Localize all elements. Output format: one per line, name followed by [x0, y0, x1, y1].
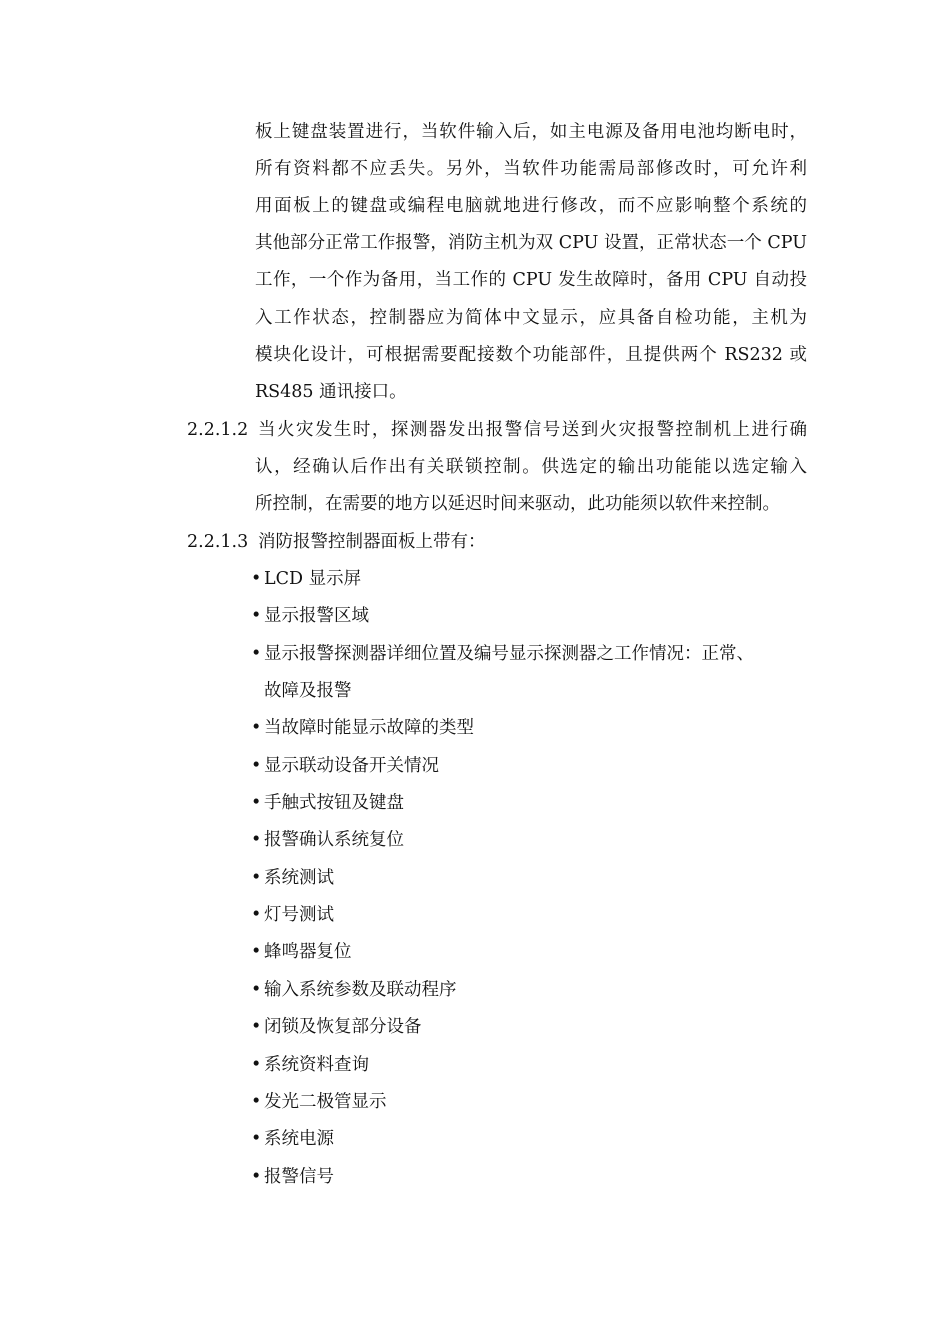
clause-number: 2.2.1.3 — [187, 532, 249, 552]
list-item-text: 系统资料查询 — [264, 1055, 369, 1075]
list-item-text: 显示联动设备开关情况 — [264, 756, 439, 776]
list-item-text: 报警确认系统复位 — [264, 830, 404, 850]
paragraph-line: 工作，一个作为备用，当工作的 CPU 发生故障时，备用 CPU 自动投 — [255, 270, 807, 290]
paragraph-line: 模块化设计，可根据需要配接数个功能部件，且提供两个 RS232 或 — [255, 345, 807, 365]
list-item-text: 报警信号 — [264, 1167, 334, 1187]
paragraph-line: 其他部分正常工作报警，消防主机为双 CPU 设置，正常状态一个 CPU — [255, 233, 807, 253]
list-item-text: 系统电源 — [264, 1129, 334, 1149]
list-item-text: 当故障时能显示故障的类型 — [264, 718, 474, 738]
list-item-text: 手触式按钮及键盘 — [264, 793, 404, 813]
list-item — [251, 1127, 334, 1151]
bullet-mark: • — [251, 905, 262, 925]
bullet-mark: • — [251, 644, 262, 664]
list-item-text: LCD 显示屏 — [264, 569, 362, 589]
list-item — [251, 903, 334, 927]
list-item-continuation: 故障及报警 — [264, 681, 352, 701]
clause-line: 当火灾发生时，探测器发出报警信号送到火灾报警控制机上进行确 — [258, 420, 807, 440]
list-item — [251, 716, 474, 740]
paragraph-line: 入工作状态，控制器应为简体中文显示，应具备自检功能，主机为 — [255, 308, 807, 328]
list-item — [251, 1053, 369, 1077]
list-item-text: 输入系统参数及联动程序 — [264, 980, 457, 1000]
bullet-mark: • — [251, 1092, 262, 1112]
bullet-mark: • — [251, 830, 262, 850]
list-item — [251, 940, 352, 964]
list-item — [251, 754, 439, 778]
list-item-text: 发光二极管显示 — [264, 1092, 387, 1112]
list-item — [251, 604, 369, 628]
bullet-mark: • — [251, 1055, 262, 1075]
paragraph-line: 所有资料都不应丢失。另外，当软件功能需局部修改时，可允许利 — [255, 159, 807, 179]
list-item-text: 蜂鸣器复位 — [264, 942, 352, 962]
paragraph-line: 板上键盘装置进行，当软件输入后，如主电源及备用电池均断电时， — [255, 122, 807, 142]
paragraph-line: RS485 通讯接口。 — [255, 382, 407, 402]
bullet-mark: • — [251, 1017, 262, 1037]
list-item-text: 系统测试 — [264, 868, 334, 888]
list-item — [251, 866, 334, 890]
bullet-mark: • — [251, 1167, 262, 1187]
list-item — [251, 978, 457, 1002]
bullet-mark: • — [251, 793, 262, 813]
bullet-mark: • — [251, 980, 262, 1000]
bullet-mark: • — [251, 1129, 262, 1149]
list-item — [251, 791, 404, 815]
list-item — [251, 1015, 422, 1039]
bullet-mark: • — [251, 756, 262, 776]
bullet-mark: • — [251, 569, 262, 589]
list-item-text: 显示报警探测器详细位置及编号显示探测器之工作情况：正常、 — [264, 644, 754, 664]
bullet-mark: • — [251, 942, 262, 962]
list-item — [251, 567, 361, 591]
bullet-mark: • — [251, 718, 262, 738]
bullet-mark: • — [251, 606, 262, 626]
paragraph-line: 用面板上的键盘或编程电脑就地进行修改，而不应影响整个系统的 — [255, 196, 807, 216]
list-item-text: 显示报警区域 — [264, 606, 369, 626]
bullet-mark: • — [251, 868, 262, 888]
clause-number: 2.2.1.2 — [187, 420, 249, 440]
list-item-text: 灯号测试 — [264, 905, 334, 925]
list-item — [251, 1165, 334, 1189]
clause-line: 所控制，在需要的地方以延迟时间来驱动，此功能须以软件来控制。 — [255, 494, 780, 514]
clause-heading: 消防报警控制器面板上带有： — [258, 532, 486, 552]
list-item-text: 闭锁及恢复部分设备 — [264, 1017, 422, 1037]
list-item — [251, 828, 404, 852]
list-item — [251, 1090, 387, 1114]
clause-line: 认，经确认后作出有关联锁控制。供选定的输出功能能以选定输入 — [255, 457, 807, 477]
list-item — [251, 642, 754, 666]
